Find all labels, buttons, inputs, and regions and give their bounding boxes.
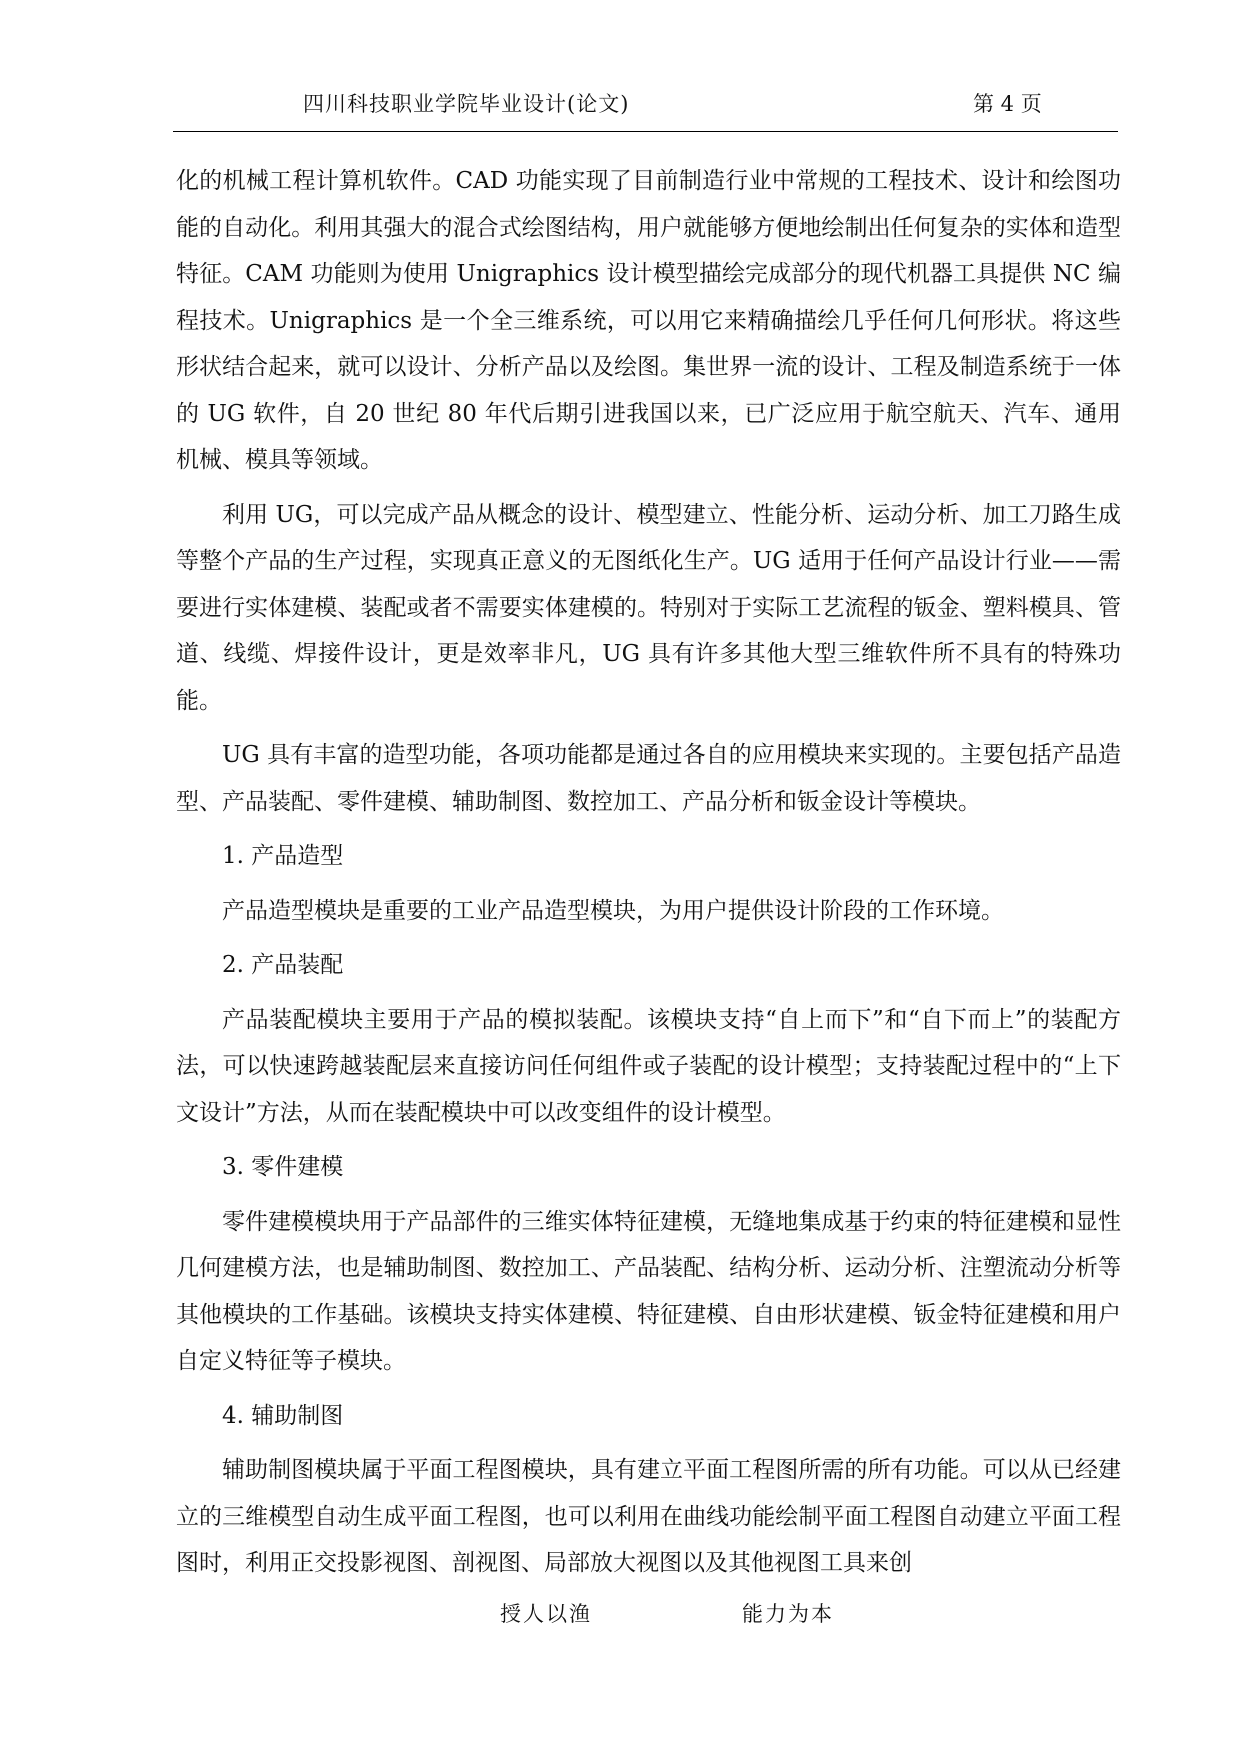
section-heading: 3. 零件建模: [222, 1154, 344, 1180]
paragraph: 辅助制图模块属于平面工程图模块，具有建立平面工程图所需的所有功能。可以从已经建立的三维模型自动生成平面工程图，也可以利用在曲线功能绘制平面工程图自动建立平面工程图时，利用正交投影视图、剖视图、局部放大视图以及其他视图工具来创: [176, 1457, 1121, 1576]
footer-motto-right: 能力为本: [742, 1602, 834, 1626]
paragraph: UG 具有丰富的造型功能，各项功能都是通过各自的应用模块来实现的。主要包括产品造型、产品装配、零件建模、辅助制图、数控加工、产品分析和钣金设计等模块。: [176, 742, 1121, 815]
page-header: [173, 84, 1118, 124]
paragraph: 零件建模模块用于产品部件的三维实体特征建模，无缝地集成基于约束的特征建模和显性几何建模方法，也是辅助制图、数控加工、产品装配、结构分析、运动分析、注塑流动分析等其他模块的工作基础。该模块支持实体建模、特征建模、自由形状建模、钣金特征建模和用户自定义特征等子模块。: [176, 1208, 1121, 1374]
header-title: 四川科技职业学院毕业设计(论文): [303, 92, 630, 116]
paragraph: 产品造型模块是重要的工业产品造型模块，为用户提供设计阶段的工作环境。: [222, 897, 1004, 924]
section-heading: 2. 产品装配: [222, 952, 344, 978]
paragraph: 利用 UG，可以完成产品从概念的设计、模型建立、性能分析、运动分析、加工刀路生成等整个产品的生产过程，实现真正意义的无图纸化生产。UG 适用于任何产品设计行业——需要进行实体建模、装配或者不需要实体建模的。特别对于实际工艺流程的钣金、塑料模具、管道、线缆、焊接件设计，更是效率非凡，UG 具有许多其他大型三维软件所不具有的特殊功能。: [176, 501, 1121, 714]
footer-motto-left: 授人以渔: [500, 1602, 592, 1626]
paragraph: 化的机械工程计算机软件。CAD 功能实现了目前制造行业中常规的工程技术、设计和绘图功能的自动化。利用其强大的混合式绘图结构，用户就能够方便地绘制出任何复杂的实体和造型特征。CAM 功能则为使用 Unigraphics 设计模型描绘完成部分的现代机器工具提供 NC 编程技术。Unigraphics 是一个全三维系统，可以用它来精确描绘几乎任何几何形状。将这些形状结合起来，就可以设计、分析产品以及绘图。集世界一流的设计、工程及制造系统于一体的 UG 软件，自 20 世纪 80 年代后期引进我国以来，已广泛应用于航空航天、汽车、通用机械、模具等领域。: [176, 168, 1121, 473]
section-heading: 1. 产品造型: [222, 843, 344, 869]
paragraph: 产品装配模块主要用于产品的模拟装配。该模块支持“自上而下”和“自下而上”的装配方法，可以快速跨越装配层来直接访问任何组件或子装配的设计模型；支持装配过程中的“上下文设计”方法，从而在装配模块中可以改变组件的设计模型。: [176, 1006, 1121, 1126]
page-footer: [0, 1598, 1241, 1628]
section-heading: 4. 辅助制图: [222, 1402, 344, 1429]
header-divider: [173, 131, 1118, 132]
page-number: 第 4 页: [973, 92, 1042, 116]
body-text: [176, 158, 1121, 1595]
